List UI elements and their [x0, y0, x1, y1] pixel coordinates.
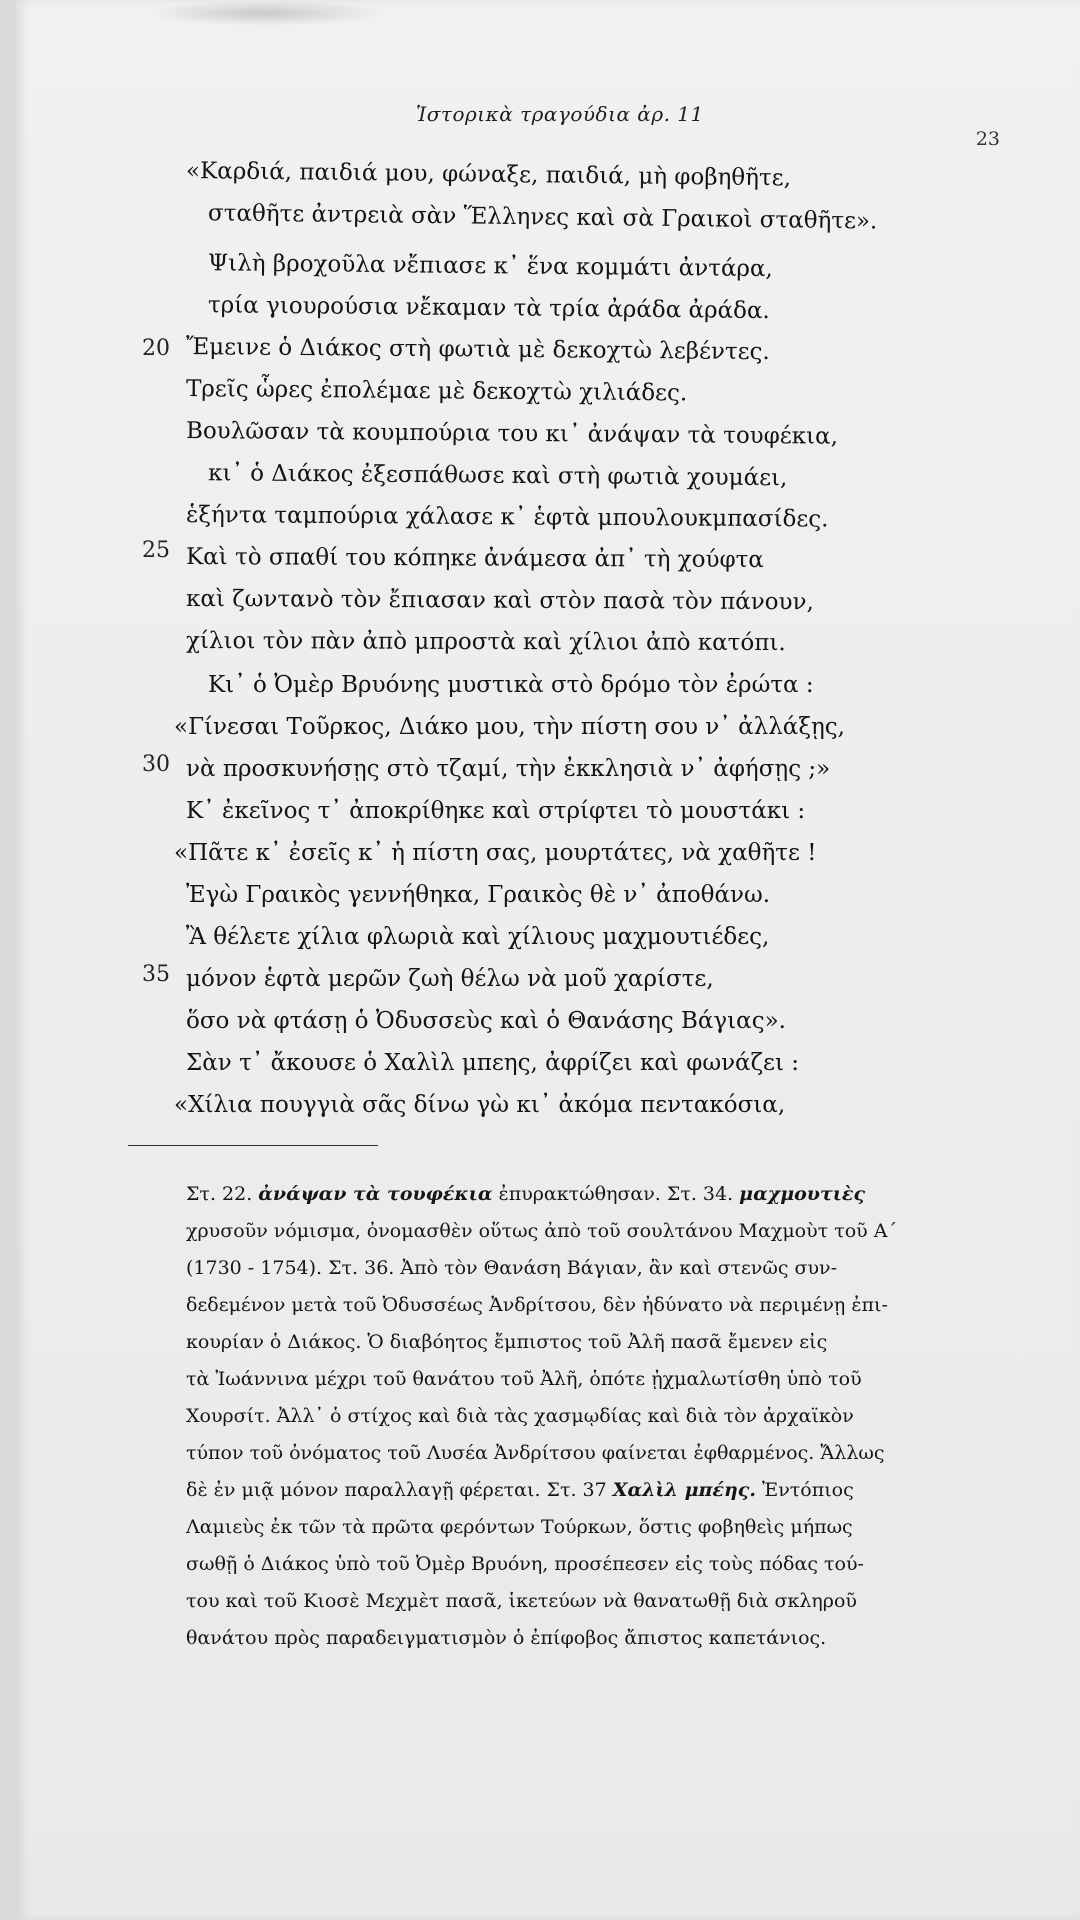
verse-line: «Γίνεσαι Τοῦρκος, Διάκο μου, τὴν πίστη σου ν᾿ ἀλλάξῃς, — [174, 714, 845, 740]
note-text: Στ. 22. — [186, 1183, 259, 1205]
note-text: ἐπυρακτώθησαν. Στ. 34. — [492, 1183, 740, 1205]
note-line: κουρίαν ὁ Διάκος. Ὁ διαβόητος ἔμπιστος τοῦ Ἀλῆ πασᾶ ἔμενεν εἰς — [186, 1331, 828, 1353]
page-number: 23 — [975, 128, 1000, 150]
verse-line: νὰ προσκυνήσῃς στὸ τζαμί, τὴν ἐκκλησιὰ ν᾿ ἀφήσῃς ;» — [186, 756, 831, 782]
stanza-3 — [174, 664, 1016, 1126]
note-text: δὲ ἐν μιᾷ μόνον παραλλαγῇ φέρεται. Στ. 37 — [186, 1479, 613, 1501]
book-page — [16, 0, 1080, 1920]
verse-line: Σὰν τ᾿ ἄκουσε ὁ Χαλὶλ μπεης, ἀφρίζει καὶ φωνάζει : — [186, 1050, 800, 1076]
footnotes — [186, 1176, 1066, 1657]
verse-line: Ψιλὴ βροχοῦλα νἔπιασε κ᾿ ἕνα κομμάτι ἀντάρα, — [207, 250, 773, 283]
note-line: τύπον τοῦ ὀνόματος τοῦ Λυσέα Ἀνδρίτσου φαίνεται ἐφθαρμένος. Ἄλλως — [186, 1442, 885, 1464]
note-line: του καὶ τοῦ Κιοσὲ Μεχμὲτ πασᾶ, ἱκετεύων νὰ θανατωθῇ διὰ σκληροῦ — [186, 1590, 857, 1612]
line-number: 35 — [142, 962, 170, 987]
verse-line: κι᾿ ὁ Διάκος ἐξεσπάθωσε καὶ στὴ φωτιὰ χουμάει, — [207, 460, 788, 492]
verse-line: ἑξήντα ταμπούρια χάλασε κ᾿ ἑφτὰ μπουλουκμπασίδες. — [185, 502, 829, 533]
verse-line: καὶ ζωντανὸ τὸν ἔπιασαν καὶ στὸν πασὰ τὸν πάνουν, — [185, 586, 814, 616]
verse-line: Κι᾿ ὁ Ὀμὲρ Βρυόνης μυστικὰ στὸ δρόμο τὸν ἐρώτα : — [208, 672, 814, 698]
stanza-2 — [186, 242, 1016, 662]
line-number: 25 — [142, 538, 170, 563]
note-text: Ἐντόπιος — [755, 1479, 854, 1501]
stanza-1 — [186, 150, 1016, 234]
verse-line: Καὶ τὸ σπαθί του κόπηκε ἀνάμεσα ἀπ᾿ τὴ χούφτα — [185, 544, 764, 574]
verse-line: σταθῆτε ἀντρειὰ σὰν Ἕλληνες καὶ σὰ Γραικοὶ σταθῆτε». — [207, 200, 878, 235]
note-line — [186, 1176, 1066, 1213]
note-line: θανάτου πρὸς παραδειγματισμὸν ὁ ἐπίφοβος ἄπιστος καπετάνιος. — [186, 1627, 827, 1649]
verse-line: «Καρδιά, παιδιά μου, φώναξε, παιδιά, μὴ φοβηθῆτε, — [185, 158, 792, 192]
footnote-rule — [128, 1145, 378, 1146]
verse-line: Τρεῖς ὧρες ἐπολέμαε μὲ δεκοχτὼ χιλιάδες. — [185, 376, 688, 407]
note-term: Χαλὶλ μπέης. — [612, 1479, 756, 1501]
note-line: δεδεμένον μετὰ τοῦ Ὀδυσσέως Ἀνδρίτσου, δὲν ἠδύνατο νὰ περιμένῃ ἐπι- — [186, 1294, 888, 1316]
note-line: τὰ Ἰωάννινα μέχρι τοῦ θανάτου τοῦ Ἀλῆ, ὁπότε ᾐχμαλωτίσθη ὑπὸ τοῦ — [186, 1368, 862, 1390]
verse-line: Βουλῶσαν τὰ κουμπούρια του κι᾿ ἀνάψαν τὰ τουφέκια, — [185, 418, 839, 450]
verse-line: μόνον ἑφτὰ μερῶν ζωὴ θέλω νὰ μοῦ χαρίστε, — [186, 966, 714, 992]
note-line: σωθῇ ὁ Διάκος ὑπὸ τοῦ Ὀμὲρ Βρυόνη, προσέπεσεν εἰς τοὺς πόδας τού- — [186, 1553, 864, 1575]
verse-line: Ἐγὼ Γραικὸς γεννήθηκα, Γραικὸς θὲ ν᾿ ἀποθάνω. — [186, 882, 771, 908]
note-term: ἀνάψαν τὰ τουφέκια — [258, 1183, 493, 1205]
verse-line: χίλιοι τὸν πὰν ἀπὸ μπροστὰ καὶ χίλιοι ἀπὸ κατόπι. — [185, 628, 786, 657]
verse-line: Ἔμεινε ὁ Διάκος στὴ φωτιὰ μὲ δεκοχτὼ λεβέντες. — [185, 334, 770, 366]
verse-line: Ἂ θέλετε χίλια φλωριὰ καὶ χίλιους μαχμουτιέδες, — [186, 924, 770, 950]
running-head: Ἱστορικὰ τραγούδια ἀρ. 11 — [416, 102, 704, 126]
note-line: Χουρσίτ. Ἀλλ᾿ ὁ στίχος καὶ διὰ τὰς χασμῳδίας καὶ διὰ τὸν ἀρχαϊκὸν — [186, 1405, 854, 1427]
verse-line: «Πᾶτε κ᾿ ἐσεῖς κ᾿ ἡ πίστη σας, μουρτάτες, νὰ χαθῆτε ! — [174, 840, 817, 866]
note-line: Λαμιεὺς ἐκ τῶν τὰ πρῶτα φερόντων Τούρκων, ὅστις φοβηθεὶς μήπως — [186, 1516, 853, 1538]
verse-line: ὅσο νὰ φτάσῃ ὁ Ὀδυσσεὺς καὶ ὁ Θανάσης Βάγιας». — [186, 1008, 786, 1034]
page-shadow — [146, 0, 386, 26]
note-term: μαχμουτιὲς — [739, 1183, 866, 1205]
line-number: 30 — [142, 752, 170, 777]
note-line: (1730 - 1754). Στ. 36. Ἀπὸ τὸν Θανάση Βάγιαν, ἂν καὶ στενῶς συν- — [186, 1257, 838, 1279]
note-line: χρυσοῦν νόμισμα, ὀνομασθὲν οὕτως ἀπὸ τοῦ σουλτάνου Μαχμοὺτ τοῦ Α΄ — [186, 1220, 897, 1242]
line-number: 20 — [142, 336, 170, 361]
verse-line: τρία γιουρούσια νἔκαμαν τὰ τρία ἀράδα ἀράδα. — [207, 292, 770, 325]
verse-line: Κ᾿ ἐκεῖνος τ᾿ ἀποκρίθηκε καὶ στρίφτει τὸ μουστάκι : — [186, 798, 806, 824]
verse-line: «Χίλια πουγγιὰ σᾶς δίνω γὼ κι᾿ ἀκόμα πεντακόσια, — [174, 1092, 786, 1118]
note-line — [186, 1472, 1066, 1509]
